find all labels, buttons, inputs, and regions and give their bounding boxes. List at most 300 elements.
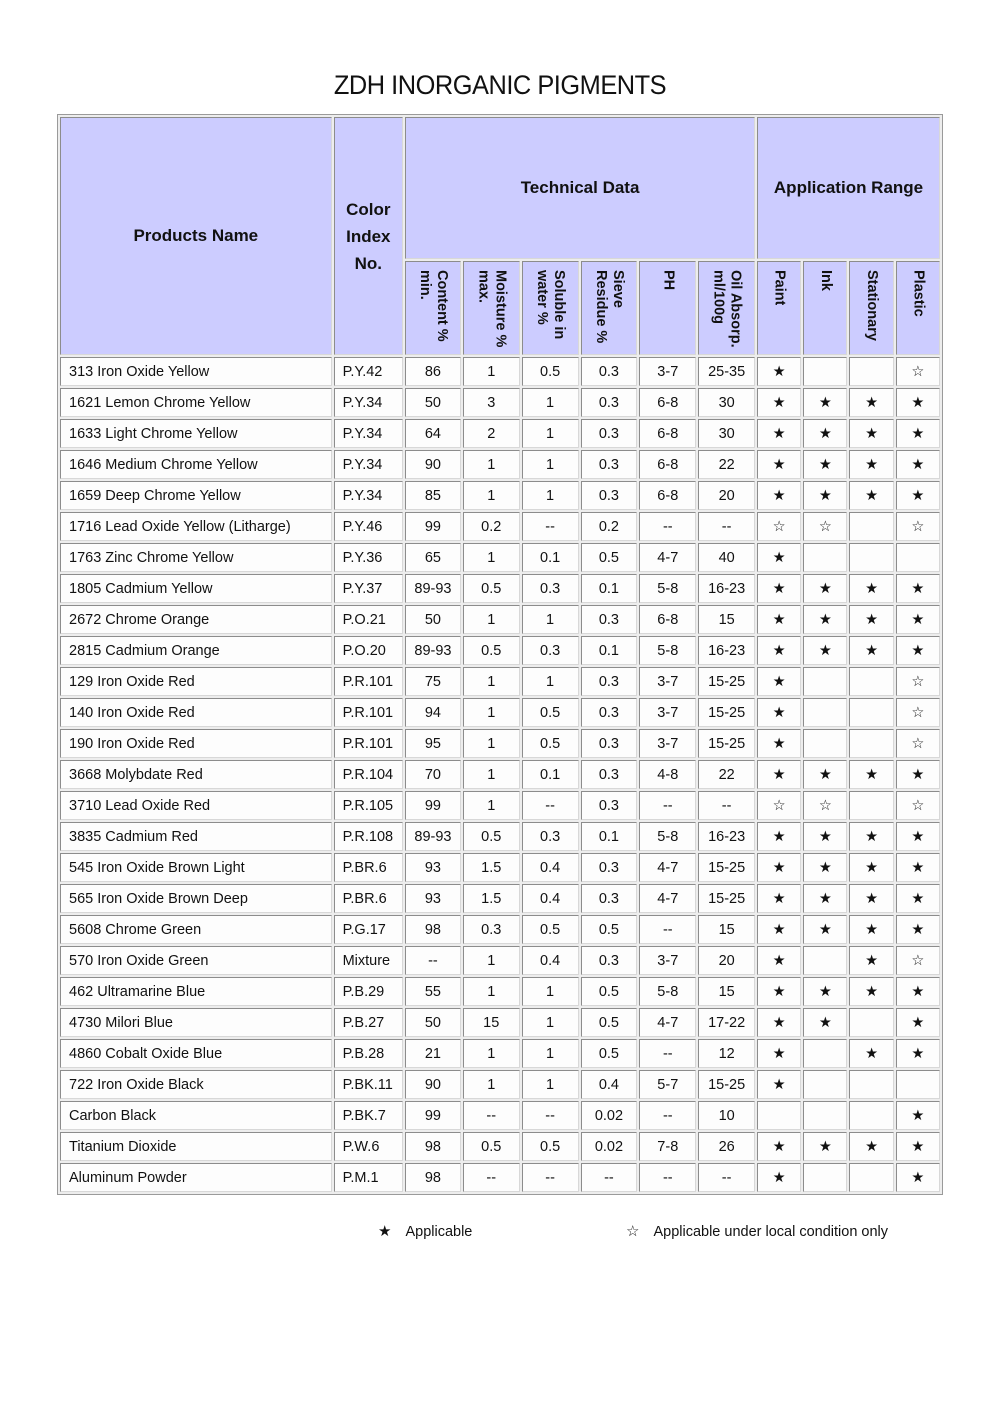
sieve-cell: 0.3 xyxy=(581,884,638,913)
applicable-star-icon: ★ xyxy=(757,450,801,479)
oil-cell: 15 xyxy=(698,605,755,634)
color-index-cell: P.Y.34 xyxy=(334,481,403,510)
oil-cell: 25-35 xyxy=(698,357,755,386)
content-cell: -- xyxy=(405,946,461,975)
moisture-cell: 1 xyxy=(463,1070,520,1099)
ph-cell: -- xyxy=(639,915,696,944)
applicable-star-icon: ★ xyxy=(757,1008,801,1037)
sieve-cell: 0.3 xyxy=(581,946,638,975)
table-row xyxy=(60,450,940,479)
color-index-cell: P.Y.46 xyxy=(334,512,403,541)
soluble-cell: 0.4 xyxy=(522,946,579,975)
table-row xyxy=(60,636,940,665)
local-condition-star-icon: ☆ xyxy=(896,667,940,696)
oil-cell: 26 xyxy=(698,1132,755,1161)
page-title: ZDH INORGANIC PIGMENTS xyxy=(333,70,667,100)
applicable-star-icon: ★ xyxy=(757,574,801,603)
applicable-star-icon: ★ xyxy=(896,388,940,417)
moisture-cell: 1 xyxy=(463,791,520,820)
content-cell: 93 xyxy=(405,853,461,882)
empty-application-cell xyxy=(803,729,847,758)
applicable-star-icon: ★ xyxy=(896,822,940,851)
content-cell: 99 xyxy=(405,1101,461,1130)
product-name-cell: 1716 Lead Oxide Yellow (Litharge) xyxy=(60,512,332,541)
product-name-cell: Aluminum Powder xyxy=(60,1163,332,1192)
applicable-star-icon: ★ xyxy=(849,822,893,851)
color-index-cell: P.Y.42 xyxy=(334,357,403,386)
product-name-cell: 140 Iron Oxide Red xyxy=(60,698,332,727)
sieve-cell: 0.5 xyxy=(581,1008,638,1037)
applicable-star-icon: ★ xyxy=(757,419,801,448)
header-stationary: Stationary xyxy=(849,261,893,355)
applicable-star-icon: ★ xyxy=(757,822,801,851)
moisture-cell: -- xyxy=(463,1101,520,1130)
applicable-star-icon: ★ xyxy=(849,419,893,448)
applicable-star-icon: ★ xyxy=(849,760,893,789)
product-name-cell: 722 Iron Oxide Black xyxy=(60,1070,332,1099)
ph-cell: 6-8 xyxy=(639,450,696,479)
color-index-cell: P.R.101 xyxy=(334,698,403,727)
applicable-star-icon: ★ xyxy=(757,636,801,665)
ph-cell: 6-8 xyxy=(639,605,696,634)
product-name-cell: 3710 Lead Oxide Red xyxy=(60,791,332,820)
applicable-star-icon: ★ xyxy=(896,605,940,634)
sieve-cell: 0.02 xyxy=(581,1101,638,1130)
empty-application-cell xyxy=(803,1101,847,1130)
product-name-cell: Titanium Dioxide xyxy=(60,1132,332,1161)
empty-application-cell xyxy=(849,512,893,541)
color-index-cell: P.R.104 xyxy=(334,760,403,789)
applicable-star-icon: ★ xyxy=(896,1008,940,1037)
applicable-star-icon: ★ xyxy=(757,946,801,975)
empty-application-cell xyxy=(849,1070,893,1099)
ph-cell: 5-8 xyxy=(639,574,696,603)
moisture-cell: 1 xyxy=(463,357,520,386)
ph-cell: 4-7 xyxy=(639,884,696,913)
applicable-star-icon: ★ xyxy=(896,1039,940,1068)
empty-application-cell xyxy=(896,543,940,572)
product-name-cell: 3668 Molybdate Red xyxy=(60,760,332,789)
moisture-cell: 1 xyxy=(463,977,520,1006)
product-name-cell: 4730 Milori Blue xyxy=(60,1008,332,1037)
oil-cell: -- xyxy=(698,512,755,541)
oil-cell: 15 xyxy=(698,977,755,1006)
ph-cell: 3-7 xyxy=(639,946,696,975)
header-soluble: Soluble in water % xyxy=(522,261,579,355)
local-condition-star-icon: ☆ xyxy=(896,791,940,820)
applicable-star-icon: ★ xyxy=(849,388,893,417)
table-row xyxy=(60,1039,940,1068)
moisture-cell: 1 xyxy=(463,729,520,758)
applicable-star-icon: ★ xyxy=(803,915,847,944)
product-name-cell: 1659 Deep Chrome Yellow xyxy=(60,481,332,510)
content-cell: 89-93 xyxy=(405,574,461,603)
content-cell: 93 xyxy=(405,884,461,913)
oil-cell: 20 xyxy=(698,946,755,975)
soluble-cell: 1 xyxy=(522,388,579,417)
content-cell: 75 xyxy=(405,667,461,696)
product-name-cell: 545 Iron Oxide Brown Light xyxy=(60,853,332,882)
applicable-star-icon: ★ xyxy=(849,450,893,479)
ph-cell: 5-8 xyxy=(639,636,696,665)
soluble-cell: 1 xyxy=(522,481,579,510)
local-condition-star-icon: ☆ xyxy=(803,512,847,541)
color-index-cell: P.B.28 xyxy=(334,1039,403,1068)
applicable-star-icon: ★ xyxy=(849,605,893,634)
empty-application-cell xyxy=(803,698,847,727)
color-index-cell: P.R.101 xyxy=(334,729,403,758)
ph-cell: -- xyxy=(639,791,696,820)
soluble-cell: -- xyxy=(522,1163,579,1192)
applicable-star-icon: ★ xyxy=(803,419,847,448)
color-index-cell: P.Y.34 xyxy=(334,450,403,479)
sieve-cell: -- xyxy=(581,1163,638,1192)
moisture-cell: 1 xyxy=(463,760,520,789)
content-cell: 90 xyxy=(405,1070,461,1099)
ph-cell: 3-7 xyxy=(639,698,696,727)
empty-application-cell xyxy=(849,357,893,386)
local-condition-star-icon: ☆ xyxy=(896,512,940,541)
applicable-star-icon: ★ xyxy=(803,450,847,479)
product-name-cell: 2815 Cadmium Orange xyxy=(60,636,332,665)
header-sieve: Sieve Residue % xyxy=(581,261,638,355)
ph-cell: 6-8 xyxy=(639,481,696,510)
content-cell: 50 xyxy=(405,605,461,634)
color-index-cell: P.R.108 xyxy=(334,822,403,851)
header-ink: Ink xyxy=(803,261,847,355)
color-index-cell: P.BK.7 xyxy=(334,1101,403,1130)
content-cell: 99 xyxy=(405,512,461,541)
applicable-star-icon: ★ xyxy=(757,543,801,572)
oil-cell: 16-23 xyxy=(698,822,755,851)
empty-application-cell xyxy=(849,698,893,727)
moisture-cell: 1 xyxy=(463,605,520,634)
ph-cell: 3-7 xyxy=(639,357,696,386)
sieve-cell: 0.5 xyxy=(581,977,638,1006)
applicable-star-icon: ★ xyxy=(757,915,801,944)
header-content: Content % min. xyxy=(405,261,461,355)
soluble-cell: 1 xyxy=(522,1070,579,1099)
oil-cell: 40 xyxy=(698,543,755,572)
sieve-cell: 0.3 xyxy=(581,419,638,448)
color-index-cell: P.R.105 xyxy=(334,791,403,820)
sieve-cell: 0.1 xyxy=(581,636,638,665)
soluble-cell: 0.3 xyxy=(522,822,579,851)
sieve-cell: 0.3 xyxy=(581,729,638,758)
applicable-star-icon: ★ xyxy=(896,884,940,913)
sieve-cell: 0.3 xyxy=(581,791,638,820)
applicable-star-icon: ★ xyxy=(803,605,847,634)
table-row xyxy=(60,1163,940,1192)
soluble-cell: 0.1 xyxy=(522,760,579,789)
color-index-cell: P.BK.11 xyxy=(334,1070,403,1099)
oil-cell: 16-23 xyxy=(698,636,755,665)
content-cell: 85 xyxy=(405,481,461,510)
sieve-cell: 0.3 xyxy=(581,760,638,789)
content-cell: 94 xyxy=(405,698,461,727)
soluble-cell: -- xyxy=(522,1101,579,1130)
moisture-cell: 2 xyxy=(463,419,520,448)
oil-cell: 17-22 xyxy=(698,1008,755,1037)
oil-cell: 15-25 xyxy=(698,1070,755,1099)
applicable-star-icon: ★ xyxy=(803,853,847,882)
product-name-cell: 570 Iron Oxide Green xyxy=(60,946,332,975)
table-row xyxy=(60,605,940,634)
local-condition-star-icon: ☆ xyxy=(896,729,940,758)
soluble-cell: 1 xyxy=(522,605,579,634)
product-name-cell: Carbon Black xyxy=(60,1101,332,1130)
moisture-cell: -- xyxy=(463,1163,520,1192)
applicable-star-icon: ★ xyxy=(896,760,940,789)
header-products-name: Products Name xyxy=(60,117,332,355)
ph-cell: 6-8 xyxy=(639,419,696,448)
table-row xyxy=(60,388,940,417)
table-row xyxy=(60,698,940,727)
header-color-index: Color Index No. xyxy=(334,117,403,355)
ph-cell: -- xyxy=(639,1039,696,1068)
color-index-cell: P.Y.37 xyxy=(334,574,403,603)
ph-cell: 6-8 xyxy=(639,388,696,417)
applicable-star-icon: ★ xyxy=(849,574,893,603)
empty-application-cell xyxy=(803,357,847,386)
product-name-cell: 3835 Cadmium Red xyxy=(60,822,332,851)
applicable-star-icon: ★ xyxy=(896,450,940,479)
applicable-star-icon: ★ xyxy=(803,574,847,603)
local-condition-star-icon: ☆ xyxy=(896,357,940,386)
soluble-cell: 0.3 xyxy=(522,636,579,665)
moisture-cell: 0.2 xyxy=(463,512,520,541)
applicable-star-icon: ★ xyxy=(757,1163,801,1192)
sieve-cell: 0.3 xyxy=(581,357,638,386)
content-cell: 98 xyxy=(405,1132,461,1161)
local-condition-star-icon: ☆ xyxy=(896,698,940,727)
table-row xyxy=(60,760,940,789)
table-row xyxy=(60,853,940,882)
pigments-table xyxy=(57,114,943,1195)
header-technical-data: Technical Data xyxy=(405,117,755,259)
soluble-cell: 0.4 xyxy=(522,884,579,913)
oil-cell: 10 xyxy=(698,1101,755,1130)
ph-cell: -- xyxy=(639,1101,696,1130)
empty-application-cell xyxy=(849,667,893,696)
moisture-cell: 3 xyxy=(463,388,520,417)
table-row xyxy=(60,1008,940,1037)
ph-cell: 4-7 xyxy=(639,543,696,572)
color-index-cell: P.B.29 xyxy=(334,977,403,1006)
content-cell: 21 xyxy=(405,1039,461,1068)
table-row xyxy=(60,419,940,448)
filled-star-icon: ★ xyxy=(378,1223,392,1240)
empty-application-cell xyxy=(803,946,847,975)
applicable-star-icon: ★ xyxy=(849,946,893,975)
soluble-cell: 1 xyxy=(522,977,579,1006)
product-name-cell: 313 Iron Oxide Yellow xyxy=(60,357,332,386)
applicable-star-icon: ★ xyxy=(849,1039,893,1068)
soluble-cell: 0.5 xyxy=(522,729,579,758)
applicable-star-icon: ★ xyxy=(757,698,801,727)
ph-cell: 5-7 xyxy=(639,1070,696,1099)
moisture-cell: 1.5 xyxy=(463,853,520,882)
content-cell: 90 xyxy=(405,450,461,479)
soluble-cell: 0.5 xyxy=(522,915,579,944)
content-cell: 86 xyxy=(405,357,461,386)
content-cell: 89-93 xyxy=(405,822,461,851)
applicable-star-icon: ★ xyxy=(803,760,847,789)
color-index-cell: P.W.6 xyxy=(334,1132,403,1161)
product-name-cell: 5608 Chrome Green xyxy=(60,915,332,944)
empty-application-cell xyxy=(849,1163,893,1192)
outline-star-icon: ☆ xyxy=(626,1223,640,1240)
applicable-star-icon: ★ xyxy=(757,1132,801,1161)
product-name-cell: 190 Iron Oxide Red xyxy=(60,729,332,758)
sieve-cell: 0.1 xyxy=(581,574,638,603)
oil-cell: 30 xyxy=(698,419,755,448)
header-oil: Oil Absorp. ml/100g xyxy=(698,261,755,355)
sieve-cell: 0.2 xyxy=(581,512,638,541)
empty-application-cell xyxy=(803,543,847,572)
moisture-cell: 1.5 xyxy=(463,884,520,913)
applicable-star-icon: ★ xyxy=(757,1039,801,1068)
product-name-cell: 129 Iron Oxide Red xyxy=(60,667,332,696)
table-row xyxy=(60,667,940,696)
sieve-cell: 0.3 xyxy=(581,698,638,727)
table-row xyxy=(60,729,940,758)
soluble-cell: 0.4 xyxy=(522,853,579,882)
applicable-star-icon: ★ xyxy=(803,1008,847,1037)
oil-cell: 15 xyxy=(698,915,755,944)
ph-cell: 3-7 xyxy=(639,729,696,758)
applicable-star-icon: ★ xyxy=(896,574,940,603)
oil-cell: 12 xyxy=(698,1039,755,1068)
table-row xyxy=(60,822,940,851)
legend-local-condition xyxy=(626,1222,888,1240)
content-cell: 98 xyxy=(405,1163,461,1192)
oil-cell: 22 xyxy=(698,450,755,479)
legend-local-label: Applicable under local condition only xyxy=(653,1224,889,1240)
sieve-cell: 0.5 xyxy=(581,915,638,944)
moisture-cell: 1 xyxy=(463,543,520,572)
oil-cell: 20 xyxy=(698,481,755,510)
content-cell: 95 xyxy=(405,729,461,758)
sieve-cell: 0.3 xyxy=(581,481,638,510)
oil-cell: 15-25 xyxy=(698,729,755,758)
header-application-range: Application Range xyxy=(757,117,940,259)
applicable-star-icon: ★ xyxy=(803,481,847,510)
sieve-cell: 0.3 xyxy=(581,450,638,479)
color-index-cell: P.Y.36 xyxy=(334,543,403,572)
sieve-cell: 0.5 xyxy=(581,1039,638,1068)
moisture-cell: 0.5 xyxy=(463,1132,520,1161)
soluble-cell: 0.5 xyxy=(522,1132,579,1161)
table-row xyxy=(60,512,940,541)
applicable-star-icon: ★ xyxy=(849,915,893,944)
soluble-cell: 1 xyxy=(522,450,579,479)
table-row xyxy=(60,946,940,975)
table-row xyxy=(60,543,940,572)
content-cell: 50 xyxy=(405,388,461,417)
oil-cell: -- xyxy=(698,1163,755,1192)
local-condition-star-icon: ☆ xyxy=(803,791,847,820)
applicable-star-icon: ★ xyxy=(896,636,940,665)
color-index-cell: P.BR.6 xyxy=(334,884,403,913)
soluble-cell: -- xyxy=(522,512,579,541)
color-index-cell: Mixture xyxy=(334,946,403,975)
moisture-cell: 0.5 xyxy=(463,822,520,851)
local-condition-star-icon: ☆ xyxy=(757,512,801,541)
local-condition-star-icon: ☆ xyxy=(896,946,940,975)
content-cell: 50 xyxy=(405,1008,461,1037)
content-cell: 65 xyxy=(405,543,461,572)
product-name-cell: 1621 Lemon Chrome Yellow xyxy=(60,388,332,417)
table-row xyxy=(60,1132,940,1161)
ph-cell: 5-8 xyxy=(639,822,696,851)
table-row xyxy=(60,357,940,386)
empty-application-cell xyxy=(757,1101,801,1130)
applicable-star-icon: ★ xyxy=(803,977,847,1006)
moisture-cell: 1 xyxy=(463,450,520,479)
applicable-star-icon: ★ xyxy=(803,884,847,913)
empty-application-cell xyxy=(803,1163,847,1192)
applicable-star-icon: ★ xyxy=(757,605,801,634)
content-cell: 99 xyxy=(405,791,461,820)
header-ph: PH xyxy=(639,261,696,355)
empty-application-cell xyxy=(849,729,893,758)
sieve-cell: 0.3 xyxy=(581,667,638,696)
empty-application-cell xyxy=(803,667,847,696)
applicable-star-icon: ★ xyxy=(757,853,801,882)
product-name-cell: 462 Ultramarine Blue xyxy=(60,977,332,1006)
header-plastic: Plastic xyxy=(896,261,940,355)
applicable-star-icon: ★ xyxy=(757,481,801,510)
sieve-cell: 0.3 xyxy=(581,853,638,882)
oil-cell: 22 xyxy=(698,760,755,789)
product-name-cell: 1646 Medium Chrome Yellow xyxy=(60,450,332,479)
product-name-cell: 1633 Light Chrome Yellow xyxy=(60,419,332,448)
applicable-star-icon: ★ xyxy=(803,1132,847,1161)
header-moisture: Moisture % max. xyxy=(463,261,520,355)
applicable-star-icon: ★ xyxy=(896,1163,940,1192)
moisture-cell: 1 xyxy=(463,946,520,975)
ph-cell: 4-8 xyxy=(639,760,696,789)
table-row xyxy=(60,915,940,944)
color-index-cell: P.Y.34 xyxy=(334,388,403,417)
moisture-cell: 0.5 xyxy=(463,574,520,603)
product-name-cell: 2672 Chrome Orange xyxy=(60,605,332,634)
color-index-cell: P.B.27 xyxy=(334,1008,403,1037)
table-row xyxy=(60,884,940,913)
moisture-cell: 1 xyxy=(463,481,520,510)
applicable-star-icon: ★ xyxy=(896,1132,940,1161)
ph-cell: -- xyxy=(639,512,696,541)
table-row xyxy=(60,791,940,820)
applicable-star-icon: ★ xyxy=(896,1101,940,1130)
applicable-star-icon: ★ xyxy=(757,760,801,789)
empty-application-cell xyxy=(849,543,893,572)
color-index-cell: P.G.17 xyxy=(334,915,403,944)
sieve-cell: 0.3 xyxy=(581,605,638,634)
applicable-star-icon: ★ xyxy=(757,388,801,417)
applicable-star-icon: ★ xyxy=(849,884,893,913)
ph-cell: 4-7 xyxy=(639,853,696,882)
product-name-cell: 1763 Zinc Chrome Yellow xyxy=(60,543,332,572)
color-index-cell: P.Y.34 xyxy=(334,419,403,448)
oil-cell: 16-23 xyxy=(698,574,755,603)
sieve-cell: 0.5 xyxy=(581,543,638,572)
ph-cell: 5-8 xyxy=(639,977,696,1006)
soluble-cell: 0.1 xyxy=(522,543,579,572)
applicable-star-icon: ★ xyxy=(757,667,801,696)
soluble-cell: 1 xyxy=(522,667,579,696)
